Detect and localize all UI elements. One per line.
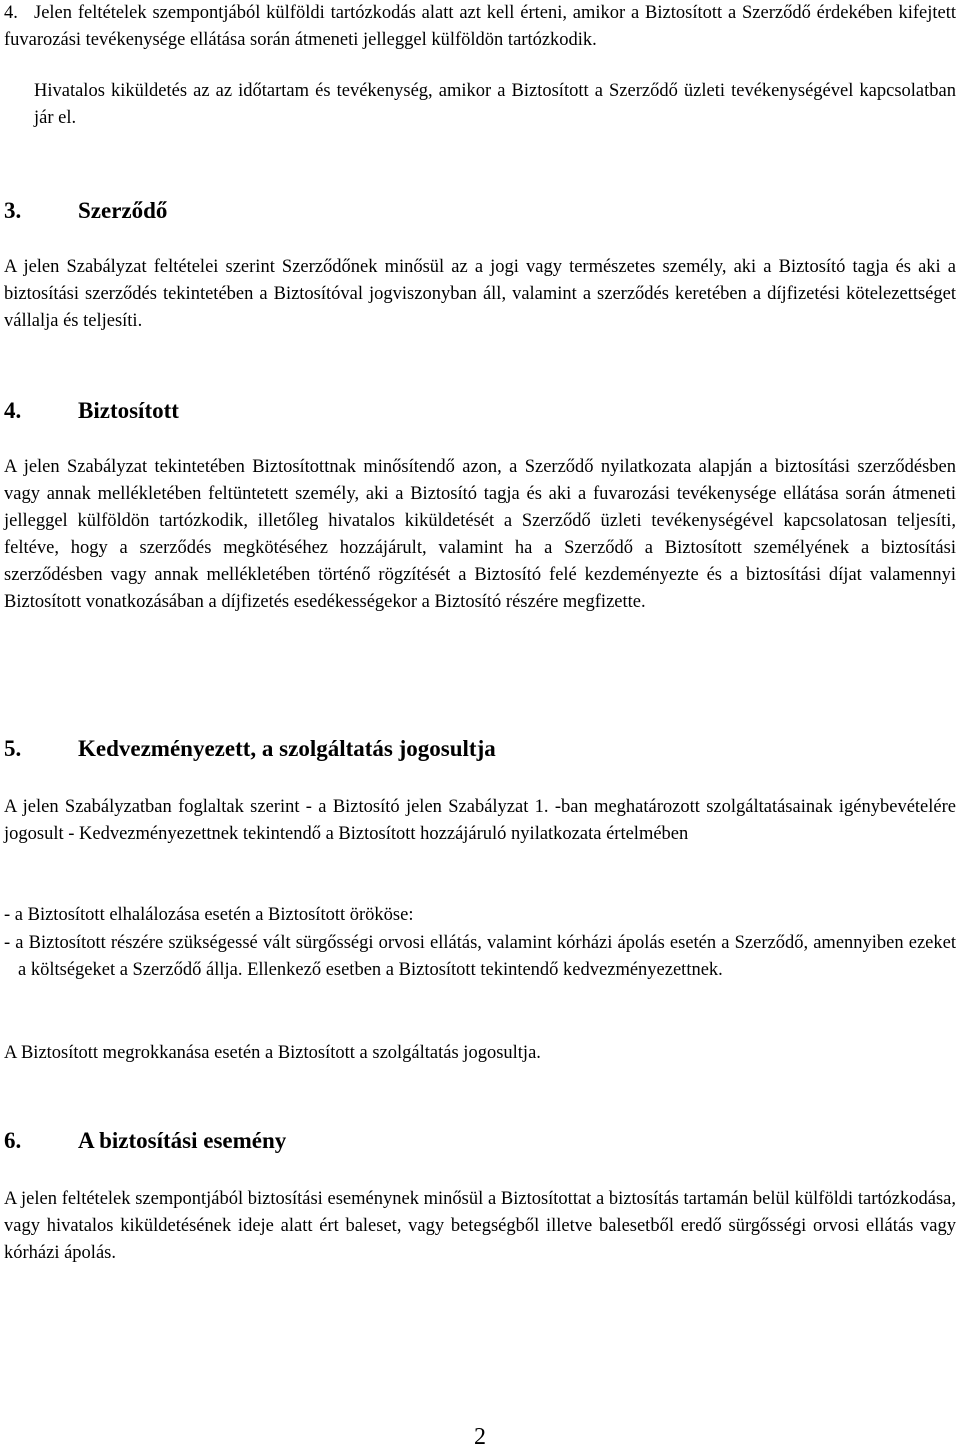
section-body-4: A jelen Szabályzat tekintetében Biztosítottnak minősítendő azon, a Szerződő nyilatkozata alapján a biztosítási szerződésben vagy annak mellékletében feltüntetett személy, aki a Biztosító tagja és aki a fuvarozási tevékenysége ellátása során átmeneti jelleggel külföldön tartózkodik, illetőleg hivatalos kiküldetését a Szerződő üzleti tevékenységével kapcsolatosan teljesíti, feltéve, hogy a szerződés megkötéséhez hozzájárult, valamint ha a Szerződő a Biztosított személyének a biztosítási szerződésben vagy annak mellékletében történő rögzítését a Biztosító felé kezdeményezte és a biztosítási díjat valamennyi Biztosított vonatkozásában a díjfizetés esedékességekor a Biztosító részére megfizette.: [4, 457, 956, 612]
section-title: Kedvezményezett, a szolgáltatás jogosultja: [78, 736, 496, 761]
definition-official-posting: Hivatalos kiküldetés az az időtartam és tevékenység, amikor a Biztosított a Szerződő üzleti tevékenységével kapcsolatban jár el.: [34, 81, 956, 128]
definition-number: 4.: [4, 3, 18, 23]
section-body-3: A jelen Szabályzat feltételei szerint Szerződőnek minősül az a jogi vagy természetes személy, aki a Biztosító tagja és aki a biztosítási szerződés tekintetében a Biztosítóval jogviszonyban áll, valamint a szerződés keretében a díjfizetési kötelezettséget vállalja és teljesíti.: [4, 257, 956, 331]
beneficiary-disability-note: A Biztosított megrokkanása esetén a Biztosított a szolgáltatás jogosultja.: [4, 1043, 541, 1063]
section-title: Szerződő: [78, 198, 168, 223]
section-heading-4: [4, 396, 956, 426]
section-heading-6: [4, 1126, 956, 1156]
section-title: Biztosított: [78, 398, 179, 423]
section-heading-3: [4, 196, 956, 226]
section-number: 4.: [4, 398, 22, 423]
section-title: A biztosítási esemény: [78, 1128, 287, 1153]
section-number: 3.: [4, 198, 22, 223]
beneficiary-item-heir: - a Biztosított elhalálozása esetén a Biztosított örököse:: [4, 905, 414, 925]
section-body-6: A jelen feltételek szempontjából biztosítási eseménynek minősül a Biztosítottat a biztosítás tartamán belül külföldi tartózkodása, vagy hivatalos kiküldetésének ideje alatt ért baleset, vagy betegségből illetve balesetből eredő sürgősségi orvosi ellátás vagy kórházi ápolás.: [4, 1189, 956, 1263]
section-heading-5: [4, 734, 956, 764]
page-number: 2: [474, 1424, 486, 1450]
section-body-5: A jelen Szabályzatban foglaltak szerint - a Biztosító jelen Szabályzat 1. -ban meghatározott szolgáltatásainak igénybevételére jogosult - Kedvezményezettnek tekintendő a Biztosított hozzájáruló nyilatkozata értelmében: [4, 797, 956, 844]
section-number: 5.: [4, 736, 22, 761]
beneficiary-item-medical: - a Biztosított részére szükségessé vált sürgősségi orvosi ellátás, valamint kórházi ápolás esetén a Szerződő, amennyiben ezeket a költségeket a Szerződő állja. Ellenkező esetben a Biztosított tekintendő kedvezményezettnek.: [4, 933, 956, 980]
definition-text: Jelen feltételek szempontjából külföldi tartózkodás alatt azt kell érteni, amikor a Biztosított a Szerződő érdekében kifejtett fuvarozási tevékenysége ellátása során átmeneti jelleggel külföldön tartózkodik.: [4, 3, 956, 50]
section-number: 6.: [4, 1128, 22, 1153]
definition-foreign-stay: [4, 0, 956, 54]
